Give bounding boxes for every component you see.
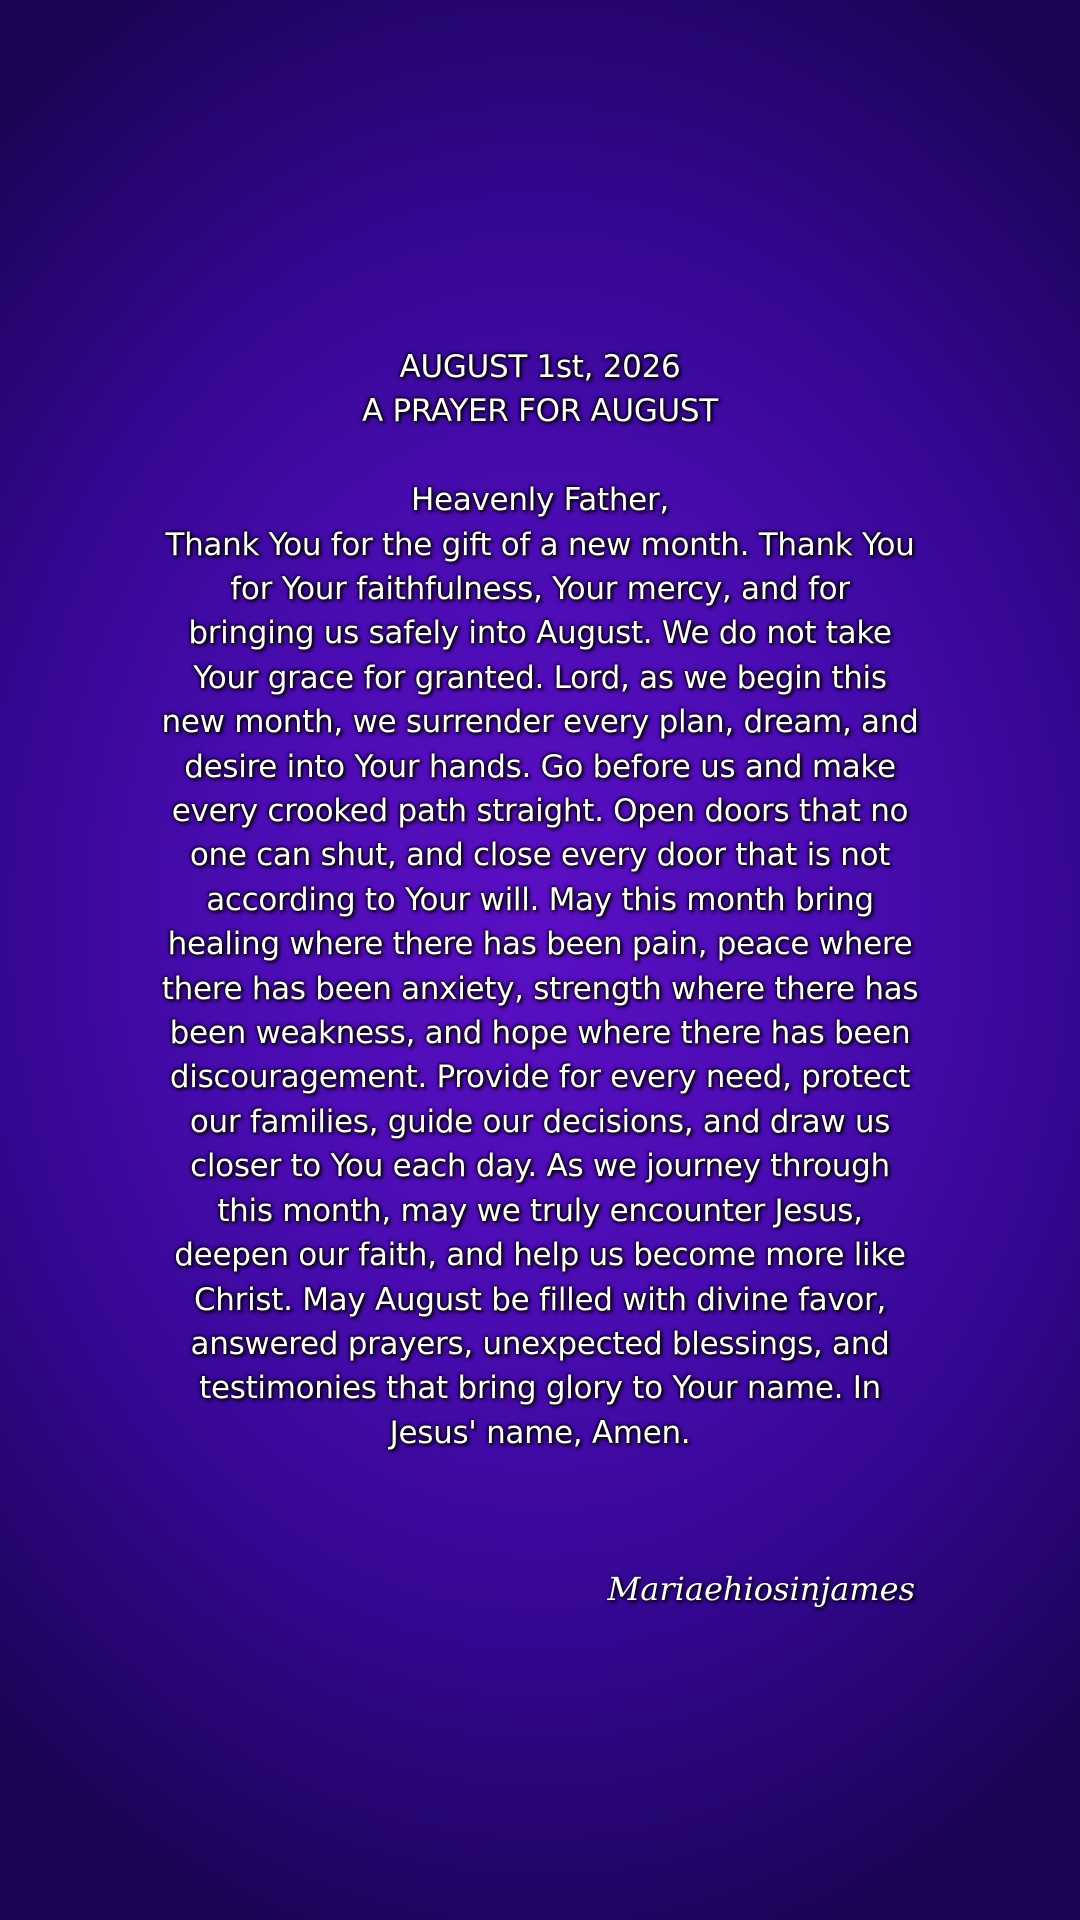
author-signature: Mariaehiosinjames [607,1570,915,1608]
prayer-body-line: Jesus' name, Amen. [389,1414,691,1451]
post-title: A PRAYER FOR AUGUST [362,393,718,430]
prayer-body-line: according to Your will. May this month bring [206,881,874,918]
prayer-body-line: deepen our faith, and help us become more like [174,1237,906,1274]
prayer-body-line: new month, we surrender every plan, dream, and [161,704,919,741]
prayer-body-line: answered prayers, unexpected blessings, and [190,1325,890,1362]
prayer-body-line: desire into Your hands. Go before us and make [184,748,896,785]
prayer-body-line: there has been anxiety, strength where there has [161,970,919,1007]
prayer-body-line: healing where there has been pain, peace where [167,926,913,963]
prayer-body-line: closer to You each day. As we journey through [190,1148,890,1185]
prayer-body-line: testimonies that bring glory to Your name. In [199,1370,881,1407]
prayer-body-line: Your grace for granted. Lord, as we begin this [193,659,887,696]
prayer-salutation: Heavenly Father, [411,482,669,519]
prayer-body-line: for Your faithfulness, Your mercy, and for [230,571,850,608]
prayer-body-line: bringing us safely into August. We do not take [188,615,892,652]
post-date: AUGUST 1st, 2026 [399,349,681,385]
blank-line [80,434,1000,478]
prayer-body-line: every crooked path straight. Open doors that no [171,793,909,830]
prayer-body-line: one can shut, and close every door that is not [189,837,891,874]
prayer-body-line: discouragement. Provide for every need, protect [169,1059,911,1096]
prayer-body-line: been weakness, and hope where there has been [169,1015,911,1052]
prayer-body-line: Thank You for the gift of a new month. Thank You [165,526,915,563]
prayer-text-block [80,345,1000,1455]
prayer-body-line: Christ. May August be filled with divine favor, [193,1281,887,1318]
prayer-body-line: our families, guide our decisions, and draw us [189,1103,891,1140]
prayer-body-line: this month, may we truly encounter Jesus, [217,1192,863,1229]
